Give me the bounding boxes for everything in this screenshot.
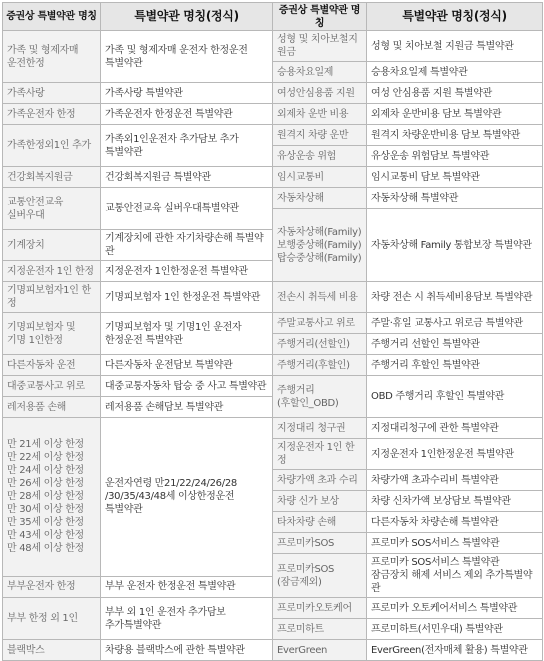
table-row [3,104,543,125]
left-name: 가족 및 형제자매 운전한정 [3,31,101,83]
table-row [3,125,543,146]
right-formal: 주말·휴일 교통사고 위로금 특별약관 [367,313,543,334]
right-formal: OBD 주행거리 후할인 특별약관 [367,376,543,418]
left-formal: 기명피보험자 1인 한정운전 특별약관 [101,282,273,313]
right-name: 프로미카SOS [273,533,367,554]
right-name: 프로미카SOS (잠금제외) [273,554,367,598]
left-formal: 대중교통자동차 탑승 중 사고 특별약관 [101,376,273,397]
left-name: 다른자동차 운전 [3,355,101,376]
right-formal: 지정운전자 1인한정운전 특별약관 [367,439,543,470]
header-right-formal: 특별약관 명칭(정식) [367,3,543,31]
header-left-name: 증권상 특별약관 명칭 [3,3,101,31]
table-row [3,31,543,62]
left-name: 블랙박스 [3,640,101,661]
table-row [3,376,543,397]
right-name: 주말교통사고 위로 [273,313,367,334]
header-right-name: 증권상 특별약관 명칭 [273,3,367,31]
left-formal: 차량용 블랙박스에 관한 특별약관 [101,640,273,661]
right-formal: 원격지 차량운반비용 담보 특별약관 [367,125,543,146]
right-name: 타차차량 손해 [273,512,367,533]
right-formal: 프로미카 SOS서비스 특별약관 잠금장치 해제 서비스 제외 추가특별약관 [367,554,543,598]
right-formal: 외제차 운반비용 담보 특별약관 [367,104,543,125]
table-row [3,418,543,439]
right-name: 차량 신가 보상 [273,491,367,512]
right-name: 자동차상해 [273,188,367,209]
right-name: 유상운송 위험 [273,146,367,167]
right-name: 여성안심용품 지원 [273,83,367,104]
right-formal: 프로미카 SOS서비스 특별약관 [367,533,543,554]
right-name: 지정운전자 1인 한정 [273,439,367,470]
left-formal: 건강회복지원금 특별약관 [101,167,273,188]
left-name: 건강회복지원금 [3,167,101,188]
right-formal: 지정대리청구에 관한 특별약관 [367,418,543,439]
left-name: 레저용품 손해 [3,397,101,418]
right-name: 자동차상해(Family) 보행중상해(Family) 탑승중상해(Family) [273,209,367,282]
left-name: 부부운전자 한정 [3,576,101,598]
right-formal: 유상운송 위험담보 특별약관 [367,146,543,167]
left-name: 대중교통사고 위로 [3,376,101,397]
right-name: 프로미카오토케어 [273,598,367,619]
right-formal: 프로미카 오토케어서비스 특별약관 [367,598,543,619]
right-formal: 여성 안심용품 지원 특별약관 [367,83,543,104]
left-formal: 지정운전자 1인한정운전 특별약관 [101,261,273,282]
left-formal: 다른자동차 운전담보 특별약관 [101,355,273,376]
table-row [3,598,543,619]
right-name: 주행거리 (후할인_OBD) [273,376,367,418]
left-formal: 가족사랑 특별약관 [101,83,273,104]
right-formal: 임시교통비 담보 특별약관 [367,167,543,188]
right-name: 외제차 운반 비용 [273,104,367,125]
right-formal: 승용차요일제 특별약관 [367,62,543,83]
right-name: 임시교통비 [273,167,367,188]
right-name: 전손시 취득세 비용 [273,282,367,313]
right-formal: 자동차상해 특별약관 [367,188,543,209]
left-formal: 교통안전교육 실버우대특별약관 [101,188,273,230]
right-name: 지정대리 청구권 [273,418,367,439]
right-formal: 차량가액 초과수리비 특별약관 [367,470,543,491]
left-name: 부부 한정 외 1인 [3,598,101,640]
left-name: 가족한정외1인 추가 [3,125,101,167]
left-formal: 운전자연령 만21/22/24/26/28 /30/35/43/48세 이상한정운전 특별약관 [101,418,273,577]
right-name: 주행거리(후할인) [273,355,367,376]
table-row [3,167,543,188]
right-name: 차량가액 초과 수리 [273,470,367,491]
left-name: 만 21세 이상 한정 만 22세 이상 한정 만 24세 이상 한정 만 26세 이상 한정 만 28세 이상 한정 만 30세 이상 한정 만 35세 이상 한정 만 43세 이상 한정 만 48세 이상 한정 [3,418,101,577]
left-name: 가족사랑 [3,83,101,104]
right-name: 성형 및 치아보철지원금 [273,31,367,62]
left-formal: 가족외1인운전자 추가담보 추가 특별약관 [101,125,273,167]
right-formal: 차량 신차가액 보상담보 특별약관 [367,491,543,512]
left-formal: 부부 운전자 한정운전 특별약관 [101,576,273,598]
left-formal: 기계장치에 관한 자기차량손해 특별약관 [101,230,273,261]
right-name: 프로미하트 [273,619,367,640]
right-formal: 차량 전손 시 취득세비용담보 특별약관 [367,282,543,313]
table-row [3,282,543,313]
left-formal: 레저용품 손해담보 특별약관 [101,397,273,418]
right-formal: 프로미하트(서민우대) 특별약관 [367,619,543,640]
header-row [3,3,543,31]
left-name: 기명피보험자1인 한정 [3,282,101,313]
header-left-formal: 특별약관 명칭(정식) [101,3,273,31]
right-name: 원격지 차량 운반 [273,125,367,146]
left-name: 기계장치 [3,230,101,261]
right-formal: 자동차상해 Family 통합보장 특별약관 [367,209,543,282]
right-formal: 주행거리 선할인 특별약관 [367,334,543,355]
left-name: 기명피보험자 및 기명 1인한정 [3,313,101,355]
left-name: 가족운전자 한정 [3,104,101,125]
left-formal: 부부 외 1인 운전자 추가담보 추가특별약관 [101,598,273,640]
table-row [3,355,543,376]
right-formal: 성형 및 치아보철 지원금 특별약관 [367,31,543,62]
right-formal: EverGreen(전자매체 활용) 특별약관 [367,640,543,661]
right-name: 승용차요일제 [273,62,367,83]
special-terms-table [2,2,543,661]
left-formal: 기명피보험자 및 기명1인 운전자 한정운전 특별약관 [101,313,273,355]
table-row [3,313,543,334]
right-name: EverGreen [273,640,367,661]
table-row [3,188,543,209]
right-name: 주행거리(선할인) [273,334,367,355]
left-formal: 가족운전자 한정운전 특별약관 [101,104,273,125]
right-formal: 주행거리 후할인 특별약관 [367,355,543,376]
left-name: 교통안전교육 실버우대 [3,188,101,230]
table-row [3,83,543,104]
left-formal: 가족 및 형제자매 운전자 한정운전 특별약관 [101,31,273,83]
left-name: 지정운전자 1인 한정 [3,261,101,282]
right-formal: 다른자동차 차량손해 특별약관 [367,512,543,533]
